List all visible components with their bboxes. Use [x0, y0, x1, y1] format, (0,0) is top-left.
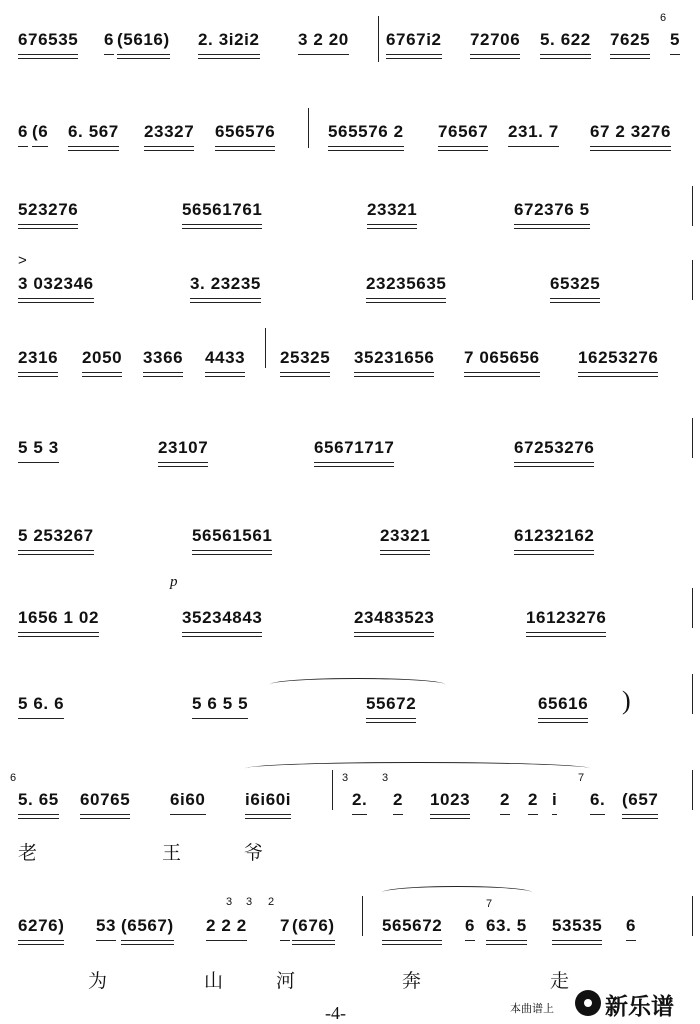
- note-group: 6: [104, 30, 115, 49]
- note-group: 6. 567: [68, 122, 119, 141]
- note-group: (657: [622, 790, 659, 809]
- grace-note: 3: [382, 772, 389, 784]
- note-group: 60765: [80, 790, 131, 809]
- lyric-char: 奔: [402, 971, 422, 992]
- slur: [382, 886, 532, 899]
- note-group: 5: [670, 30, 681, 49]
- grace-note: 7: [578, 772, 585, 784]
- page-number: -4-: [325, 1003, 346, 1023]
- note-group: 25325: [280, 348, 331, 367]
- note-group: 23483523: [354, 608, 435, 627]
- note-group: 56561561: [192, 526, 273, 545]
- note-group: 23107: [158, 438, 209, 457]
- note-group: (5616): [117, 30, 170, 49]
- note-group: 72706: [470, 30, 521, 49]
- note-group: 2050: [82, 348, 123, 367]
- note-group: 2.: [352, 790, 368, 809]
- note-group: 76567: [438, 122, 489, 141]
- note-group: i: [552, 790, 558, 809]
- logo-text: 新乐谱: [605, 993, 674, 1019]
- barline: [308, 108, 309, 148]
- note-group: 1656 1 02: [18, 608, 100, 627]
- note-group: 672376 5: [514, 200, 590, 219]
- accent-mark: >: [18, 252, 27, 269]
- barline: [378, 16, 379, 62]
- barline: [692, 418, 693, 458]
- note-group: 2: [393, 790, 404, 809]
- site-logo: [575, 988, 695, 1020]
- barline: [692, 770, 693, 810]
- note-group: 1023: [430, 790, 471, 809]
- slur: [270, 678, 445, 691]
- lyric-char: 河: [276, 971, 296, 992]
- note-group: 35234843: [182, 608, 263, 627]
- lyric-char: 为: [88, 971, 108, 992]
- note-group: 63. 5: [486, 916, 527, 935]
- note-group: 3. 23235: [190, 274, 261, 293]
- note-group: 2. 3i2i2: [198, 30, 260, 49]
- barline: [692, 260, 693, 300]
- note-group: 5. 65: [18, 790, 59, 809]
- credit-text: 本曲谱上: [510, 1003, 554, 1015]
- note-group: 6i60: [170, 790, 206, 809]
- barline: [692, 674, 693, 714]
- note-group: 65671717: [314, 438, 395, 457]
- note-group: 67253276: [514, 438, 595, 457]
- barline: [332, 770, 333, 810]
- lyric-char: 老: [18, 843, 38, 864]
- note-group: 16123276: [526, 608, 607, 627]
- note-group: i6i60i: [245, 790, 292, 809]
- note-group: 5. 622: [540, 30, 591, 49]
- note-group: 6: [626, 916, 637, 935]
- note-group: 2316: [18, 348, 59, 367]
- note-group: 61232162: [514, 526, 595, 545]
- grace-note: 3: [342, 772, 349, 784]
- grace-note: 7: [486, 898, 493, 910]
- note-group: (6567): [121, 916, 174, 935]
- dynamic-marking: p: [170, 574, 178, 590]
- note-group: 4433: [205, 348, 246, 367]
- note-group: 55672: [366, 694, 417, 713]
- note-group: (6: [32, 122, 49, 141]
- note-group: 676535: [18, 30, 79, 49]
- note-group: 2: [500, 790, 511, 809]
- note-group: 16253276: [578, 348, 659, 367]
- note-group: 2 2 2: [206, 916, 247, 935]
- barline: [362, 896, 363, 936]
- note-group: 3366: [143, 348, 184, 367]
- note-group: 23327: [144, 122, 195, 141]
- note-group: 231. 7: [508, 122, 559, 141]
- lyric-char: 山: [204, 971, 224, 992]
- note-group: 6: [465, 916, 476, 935]
- slur: [245, 762, 590, 775]
- note-group: 6: [18, 122, 29, 141]
- barline: [692, 896, 693, 936]
- note-group: 35231656: [354, 348, 435, 367]
- note-group: 67 2 3276: [590, 122, 672, 141]
- note-group: 53535: [552, 916, 603, 935]
- note-group: 7: [280, 916, 291, 935]
- note-group: 5 6. 6: [18, 694, 65, 713]
- grace-note: 3: [226, 896, 233, 908]
- note-group: (676): [292, 916, 335, 935]
- grace-note: 6: [10, 772, 17, 784]
- lyric-char: 走: [550, 971, 570, 992]
- note-group: 656576: [215, 122, 276, 141]
- note-group: 23321: [367, 200, 418, 219]
- note-group: 565672: [382, 916, 443, 935]
- note-group: 6.: [590, 790, 606, 809]
- note-group: 565576 2: [328, 122, 404, 141]
- note-group: 56561761: [182, 200, 263, 219]
- closing-paren: ): [622, 686, 631, 715]
- note-group: 7625: [610, 30, 651, 49]
- barline: [265, 328, 266, 368]
- grace-note: 3: [246, 896, 253, 908]
- note-group: 2: [528, 790, 539, 809]
- note-group: 65616: [538, 694, 589, 713]
- lyric-char: 王: [162, 843, 182, 864]
- note-group: 23235635: [366, 274, 447, 293]
- note-group: 6767i2: [386, 30, 442, 49]
- note-group: 3 2 20: [298, 30, 349, 49]
- grace-note: 2: [268, 896, 275, 908]
- barline: [692, 186, 693, 226]
- note-group: 23321: [380, 526, 431, 545]
- lyric-char: 爷: [244, 843, 264, 864]
- note-group: 65325: [550, 274, 601, 293]
- grace-note: 6: [660, 12, 667, 24]
- note-group: 3 032346: [18, 274, 94, 293]
- note-group: 7 065656: [464, 348, 540, 367]
- note-group: 5 5 3: [18, 438, 59, 457]
- note-group: 5 6 5 5: [192, 694, 249, 713]
- note-group: 53: [96, 916, 117, 935]
- record-disc-icon: [575, 990, 601, 1016]
- note-group: 6276): [18, 916, 65, 935]
- note-group: 5 253267: [18, 526, 94, 545]
- note-group: 523276: [18, 200, 79, 219]
- barline: [692, 588, 693, 628]
